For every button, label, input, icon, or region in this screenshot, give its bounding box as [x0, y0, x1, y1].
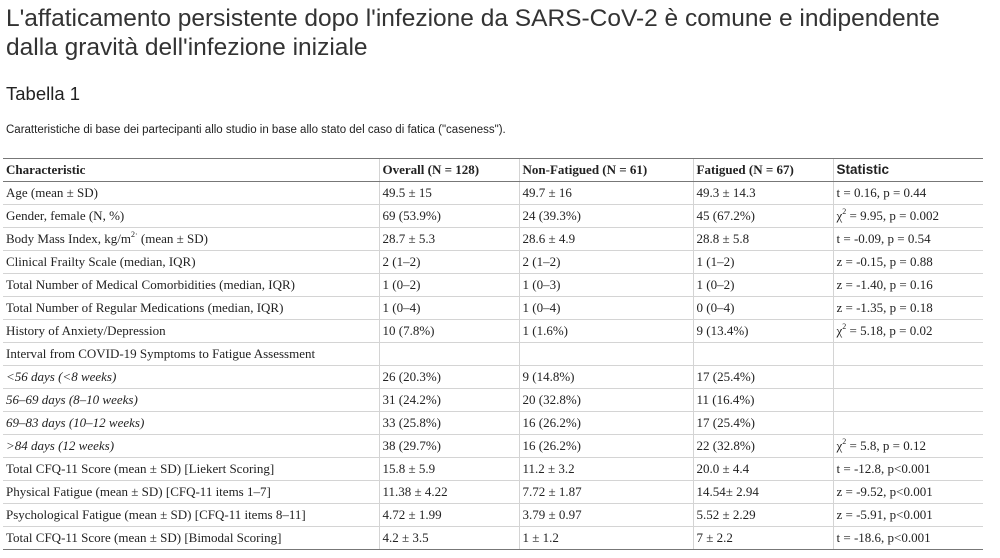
cell-non-fatigued: 24 (39.3%) — [519, 205, 693, 228]
cell-characteristic — [3, 182, 379, 205]
cell-characteristic — [3, 297, 379, 320]
chi-square-symbol: χ — [836, 323, 843, 338]
table-caption: Caratteristiche di base dei partecipanti allo studio in base allo stato del caso di fatica ("caseness"). — [6, 124, 506, 136]
statistic-value: t = -0.09, p = 0.54 — [836, 231, 931, 246]
cell-statistic — [833, 389, 983, 412]
characteristic-label: 69–83 days (10–12 weeks) — [6, 415, 145, 430]
cell-statistic — [833, 205, 983, 228]
cell-fatigued: 49.3 ± 14.3 — [693, 182, 833, 205]
header-fatigued: Fatigued (N = 67) — [693, 159, 833, 182]
cell-statistic — [833, 366, 983, 389]
cell-fatigued — [693, 343, 833, 366]
cell-overall: 31 (24.2%) — [379, 389, 519, 412]
table-row — [3, 297, 983, 320]
cell-statistic — [833, 228, 983, 251]
label-superscript: 2· — [130, 229, 138, 239]
cell-overall: 33 (25.8%) — [379, 412, 519, 435]
statistic-value: t = 0.16, p = 0.44 — [836, 185, 927, 200]
cell-characteristic — [3, 343, 379, 366]
cell-overall: 4.72 ± 1.99 — [379, 504, 519, 527]
table-row — [3, 251, 983, 274]
table-header — [3, 159, 983, 182]
cell-characteristic — [3, 504, 379, 527]
cell-characteristic — [3, 205, 379, 228]
header-statistic: Statistic — [833, 159, 983, 182]
cell-statistic — [833, 458, 983, 481]
cell-non-fatigued: 1 ± 1.2 — [519, 527, 693, 550]
characteristic-label: Total CFQ-11 Score (mean ± SD) [Bimodal Scoring] — [6, 530, 282, 545]
cell-characteristic — [3, 389, 379, 412]
table-row — [3, 182, 983, 205]
characteristic-label-tail: (mean ± SD) — [137, 231, 208, 246]
header-non-fatigued: Non-Fatigued (N = 61) — [519, 159, 693, 182]
cell-fatigued: 5.52 ± 2.29 — [693, 504, 833, 527]
cell-non-fatigued: 20 (32.8%) — [519, 389, 693, 412]
cell-overall — [379, 343, 519, 366]
cell-characteristic — [3, 481, 379, 504]
cell-non-fatigued — [519, 343, 693, 366]
cell-non-fatigued: 16 (26.2%) — [519, 435, 693, 458]
cell-fatigued: 17 (25.4%) — [693, 366, 833, 389]
table-row — [3, 435, 983, 458]
cell-overall: 38 (29.7%) — [379, 435, 519, 458]
characteristic-label: Total Number of Regular Medications (median, IQR) — [6, 300, 284, 315]
cell-non-fatigued: 28.6 ± 4.9 — [519, 228, 693, 251]
cell-fatigued: 9 (13.4%) — [693, 320, 833, 343]
table-row — [3, 458, 983, 481]
characteristic-label: Psychological Fatigue (mean ± SD) [CFQ-11 items 8–11] — [6, 507, 306, 522]
cell-non-fatigued: 2 (1–2) — [519, 251, 693, 274]
cell-fatigued: 20.0 ± 4.4 — [693, 458, 833, 481]
cell-fatigued: 1 (0–2) — [693, 274, 833, 297]
characteristic-label: Total Number of Medical Comorbidities (median, IQR) — [6, 277, 295, 292]
cell-fatigued: 17 (25.4%) — [693, 412, 833, 435]
chi-square-symbol: χ — [836, 438, 843, 453]
cell-statistic — [833, 412, 983, 435]
statistic-value: z = -1.40, p = 0.16 — [836, 277, 933, 292]
cell-non-fatigued: 9 (14.8%) — [519, 366, 693, 389]
header-overall: Overall (N = 128) — [379, 159, 519, 182]
header-row — [3, 159, 983, 182]
table-row — [3, 320, 983, 343]
characteristic-label: >84 days (12 weeks) — [6, 438, 115, 453]
statistic-value: t = -18.6, p<0.001 — [836, 530, 931, 545]
characteristic-label: Clinical Frailty Scale (median, IQR) — [6, 254, 196, 269]
cell-fatigued: 14.54± 2.94 — [693, 481, 833, 504]
header-characteristic: Characteristic — [3, 159, 379, 182]
cell-characteristic — [3, 412, 379, 435]
characteristic-label: Age (mean ± SD) — [6, 185, 98, 200]
characteristics-table — [3, 158, 983, 550]
cell-statistic — [833, 274, 983, 297]
cell-statistic — [833, 251, 983, 274]
table-row — [3, 412, 983, 435]
statistic-value: = 5.8, p = 0.12 — [846, 438, 926, 453]
cell-characteristic — [3, 527, 379, 550]
cell-characteristic — [3, 458, 379, 481]
chi-square-superscript: 2 — [842, 436, 847, 446]
cell-overall: 28.7 ± 5.3 — [379, 228, 519, 251]
chi-square-superscript: 2 — [842, 206, 847, 216]
cell-fatigued: 0 (0–4) — [693, 297, 833, 320]
table-row — [3, 205, 983, 228]
cell-characteristic — [3, 366, 379, 389]
cell-fatigued: 28.8 ± 5.8 — [693, 228, 833, 251]
cell-non-fatigued: 11.2 ± 3.2 — [519, 458, 693, 481]
characteristic-label: <56 days (<8 weeks) — [6, 369, 117, 384]
table-row — [3, 343, 983, 366]
cell-statistic — [833, 343, 983, 366]
characteristic-label: Interval from COVID-19 Symptoms to Fatigue Assessment — [6, 346, 316, 361]
cell-non-fatigued: 1 (0–4) — [519, 297, 693, 320]
statistic-value: = 9.95, p = 0.002 — [846, 208, 939, 223]
characteristic-label: History of Anxiety/Depression — [6, 323, 166, 338]
cell-non-fatigued: 3.79 ± 0.97 — [519, 504, 693, 527]
cell-fatigued: 45 (67.2%) — [693, 205, 833, 228]
cell-non-fatigued: 49.7 ± 16 — [519, 182, 693, 205]
page-title: L'affaticamento persistente dopo l'infezione da SARS-CoV-2 è comune e indipendente dalla gravità dell'infezione iniziale — [6, 5, 940, 61]
cell-overall: 1 (0–4) — [379, 297, 519, 320]
cell-fatigued: 7 ± 2.2 — [693, 527, 833, 550]
table-body — [3, 182, 983, 550]
statistic-value: z = -9.52, p<0.001 — [836, 484, 933, 499]
characteristic-label: 56–69 days (8–10 weeks) — [6, 392, 138, 407]
table-row — [3, 504, 983, 527]
cell-fatigued: 11 (16.4%) — [693, 389, 833, 412]
cell-non-fatigued: 16 (26.2%) — [519, 412, 693, 435]
cell-characteristic — [3, 228, 379, 251]
cell-characteristic — [3, 435, 379, 458]
cell-statistic — [833, 297, 983, 320]
cell-characteristic — [3, 274, 379, 297]
characteristic-label: Total CFQ-11 Score (mean ± SD) [Liekert Scoring] — [6, 461, 275, 476]
statistic-value: z = -5.91, p<0.001 — [836, 507, 933, 522]
table-row — [3, 274, 983, 297]
cell-statistic — [833, 182, 983, 205]
cell-overall: 10 (7.8%) — [379, 320, 519, 343]
chi-square-superscript: 2 — [842, 321, 847, 331]
cell-overall: 4.2 ± 3.5 — [379, 527, 519, 550]
cell-characteristic — [3, 320, 379, 343]
cell-non-fatigued: 7.72 ± 1.87 — [519, 481, 693, 504]
cell-statistic — [833, 481, 983, 504]
statistic-value: = 5.18, p = 0.02 — [846, 323, 933, 338]
table-section-title: Tabella 1 — [6, 83, 81, 104]
table-row — [3, 481, 983, 504]
cell-overall: 26 (20.3%) — [379, 366, 519, 389]
cell-overall: 49.5 ± 15 — [379, 182, 519, 205]
chi-square-symbol: χ — [836, 208, 843, 223]
cell-statistic — [833, 527, 983, 550]
cell-statistic — [833, 504, 983, 527]
cell-non-fatigued: 1 (1.6%) — [519, 320, 693, 343]
cell-statistic — [833, 320, 983, 343]
cell-overall: 2 (1–2) — [379, 251, 519, 274]
cell-fatigued: 1 (1–2) — [693, 251, 833, 274]
characteristic-label: Gender, female (N, %) — [6, 208, 125, 223]
table-row — [3, 228, 983, 251]
table-row — [3, 527, 983, 550]
statistic-value: z = -0.15, p = 0.88 — [836, 254, 933, 269]
cell-overall: 11.38 ± 4.22 — [379, 481, 519, 504]
characteristic-label: Physical Fatigue (mean ± SD) [CFQ-11 items 1–7] — [6, 484, 271, 499]
cell-fatigued: 22 (32.8%) — [693, 435, 833, 458]
characteristic-label: Body Mass Index, kg/m — [6, 231, 131, 246]
cell-overall: 69 (53.9%) — [379, 205, 519, 228]
cell-characteristic — [3, 251, 379, 274]
cell-statistic — [833, 435, 983, 458]
table-row — [3, 366, 983, 389]
statistic-value: t = -12.8, p<0.001 — [836, 461, 931, 476]
statistic-value: z = -1.35, p = 0.18 — [836, 300, 933, 315]
table-row — [3, 389, 983, 412]
cell-non-fatigued: 1 (0–3) — [519, 274, 693, 297]
cell-overall: 15.8 ± 5.9 — [379, 458, 519, 481]
cell-overall: 1 (0–2) — [379, 274, 519, 297]
